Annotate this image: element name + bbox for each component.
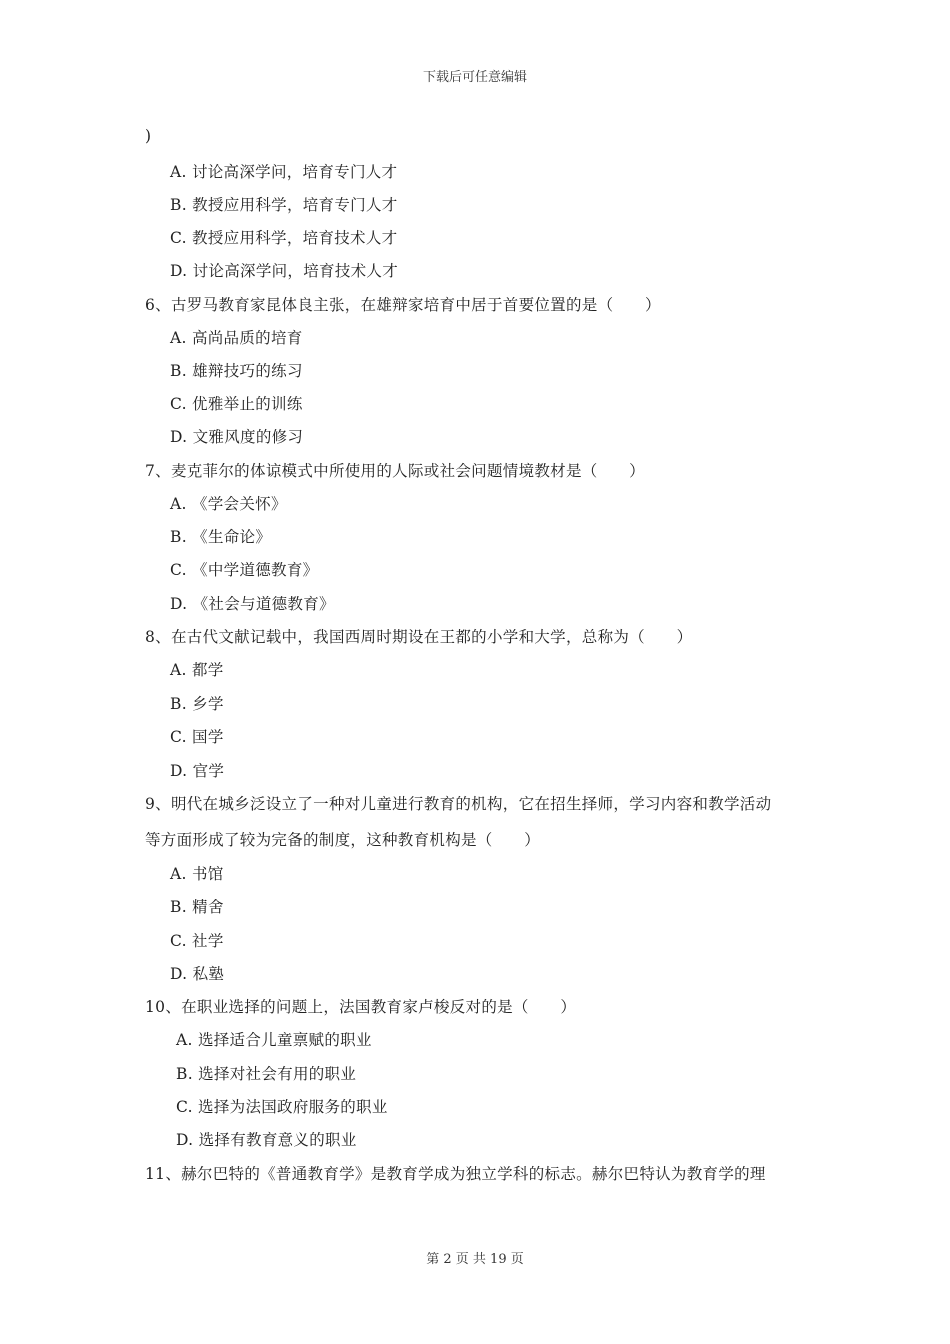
option-c: C. 教授应用科学，培育技术人才 (170, 229, 398, 247)
question-10: 10、在职业选择的问题上，法国教育家卢梭反对的是（ ） (145, 998, 577, 1016)
option-a: A. 书馆 (170, 865, 224, 883)
option-d: D. 官学 (170, 762, 225, 780)
question-11: 11、赫尔巴特的《普通教育学》是教育学成为独立学科的标志。赫尔巴特认为教育学的理 (145, 1165, 766, 1183)
option-c: C. 选择为法国政府服务的职业 (176, 1098, 388, 1116)
text-line: ) (145, 127, 152, 145)
page-header: 下载后可任意编辑 (422, 70, 527, 85)
page-footer: 第 2 页 共 19 页 (426, 1252, 524, 1267)
option-b: B. 乡学 (170, 695, 224, 713)
option-a: A. 选择适合儿童禀赋的职业 (176, 1031, 372, 1049)
question-9-continued: 等方面形成了较为完备的制度，这种教育机构是（ ） (145, 831, 541, 849)
option-a: A. 高尚品质的培育 (170, 329, 303, 347)
option-d: D. 私塾 (170, 965, 225, 983)
option-d: D. 选择有教育意义的职业 (176, 1131, 357, 1149)
option-c: C. 《中学道德教育》 (170, 561, 319, 579)
option-c: C. 优雅举止的训练 (170, 395, 303, 413)
question-8: 8、在古代文献记载中，我国西周时期设在王都的小学和大学，总称为（ ） (145, 628, 693, 646)
question-7: 7、麦克菲尔的体谅模式中所使用的人际或社会问题情境教材是（ ） (145, 462, 645, 480)
option-c: C. 国学 (170, 728, 224, 746)
question-9: 9、明代在城乡泛设立了一种对儿童进行教育的机构，它在招生择师，学习内容和教学活动 (145, 795, 772, 813)
option-d: D. 讨论高深学问，培育技术人才 (170, 262, 399, 280)
option-a: A. 《学会关怀》 (170, 495, 287, 513)
option-b: B. 选择对社会有用的职业 (176, 1065, 357, 1083)
option-c: C. 社学 (170, 932, 224, 950)
option-a: A. 讨论高深学问，培育专门人才 (170, 163, 398, 181)
option-b: B. 教授应用科学，培育专门人才 (170, 196, 398, 214)
option-d: D. 《社会与道德教育》 (170, 595, 335, 613)
option-b: B. 《生命论》 (170, 528, 272, 546)
option-a: A. 都学 (170, 661, 224, 679)
option-b: B. 精舍 (170, 898, 224, 916)
option-b: B. 雄辩技巧的练习 (170, 362, 303, 380)
question-6: 6、古罗马教育家昆体良主张，在雄辩家培育中居于首要位置的是（ ） (145, 296, 661, 314)
option-d: D. 文雅风度的修习 (170, 428, 304, 446)
